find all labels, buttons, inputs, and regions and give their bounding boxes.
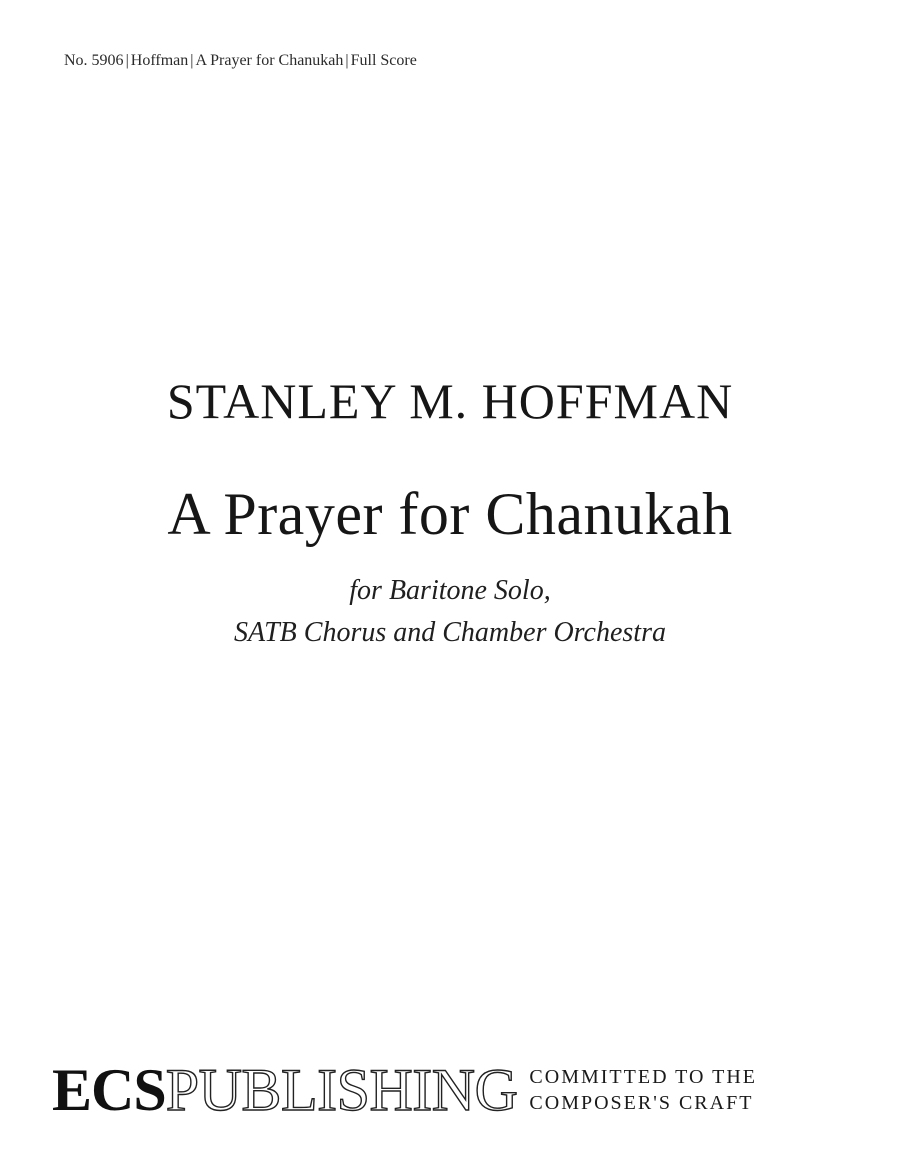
header-composer: Hoffman (130, 52, 189, 69)
score-header (64, 52, 417, 70)
header-separator: | (190, 52, 194, 69)
work-title: A Prayer for Chanukah (167, 481, 733, 547)
publisher-logo (52, 1055, 757, 1125)
tagline-line-2: COMPOSER'S CRAFT (529, 1092, 754, 1114)
publisher-logo-outline: PUBLISHING (165, 1056, 518, 1123)
header-separator: | (345, 52, 349, 69)
instrumentation-line-1: for Baritone Solo, (349, 575, 551, 606)
tagline-line-1: COMMITTED TO THE (529, 1066, 757, 1088)
composer-name: STANLEY M. HOFFMAN (166, 373, 734, 429)
instrumentation-line-2: SATB Chorus and Chamber Orchestra (234, 617, 666, 648)
header-edition: Full Score (350, 52, 417, 69)
catalog-number: No. 5906 (64, 52, 124, 69)
publisher-tagline (529, 1064, 757, 1116)
publisher-logo-bold: ECS (52, 1056, 166, 1123)
header-separator: | (125, 52, 129, 69)
header-title: A Prayer for Chanukah (195, 52, 344, 69)
